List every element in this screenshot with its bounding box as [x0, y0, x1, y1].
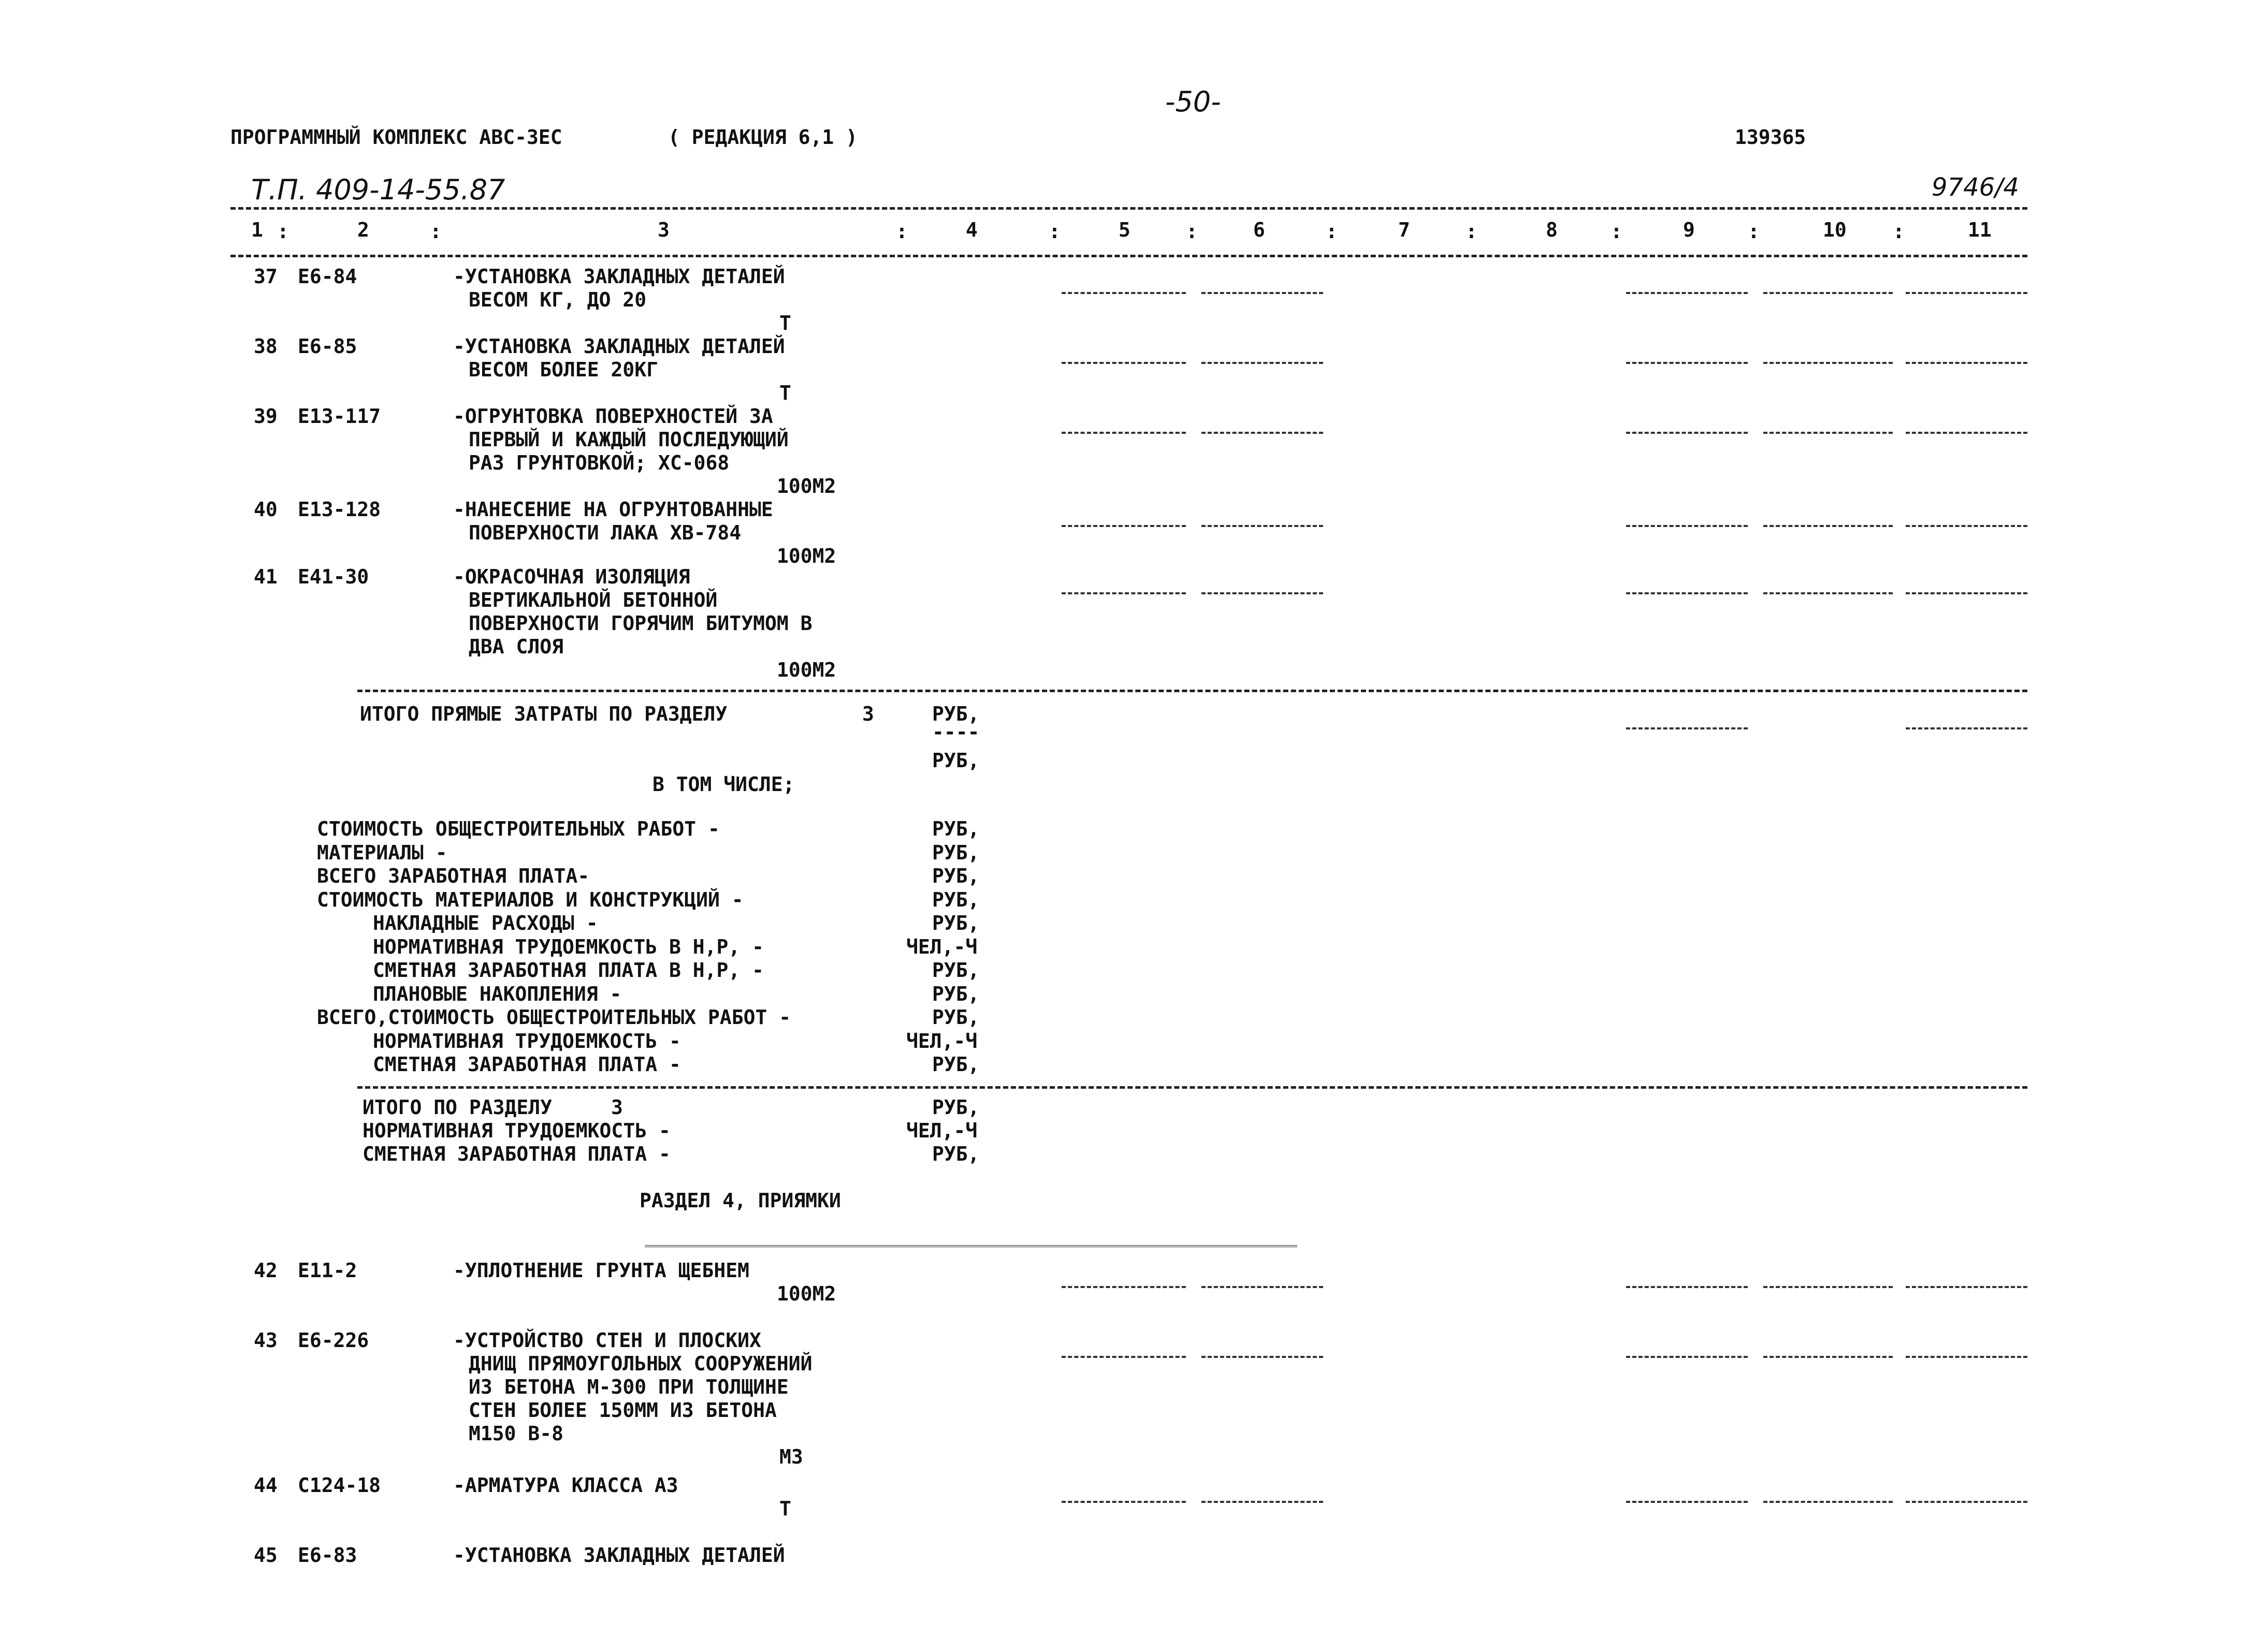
- cell-divider: [1763, 362, 1893, 364]
- row-code: Е11-2: [298, 1259, 357, 1282]
- section-rule: [357, 690, 2027, 692]
- column-header-11: 11: [1968, 218, 1992, 241]
- column-separator: :: [1049, 220, 1061, 243]
- cell-divider: [1763, 292, 1893, 294]
- row-number: 43: [254, 1329, 278, 1352]
- breakdown-label: СМЕТНАЯ ЗАРАБОТНАЯ ПЛАТА -: [373, 1053, 681, 1076]
- row-description: СТЕН БОЛЕЕ 150ММ ИЗ БЕТОНА: [469, 1399, 777, 1422]
- breakdown-unit: ЧЕЛ,-Ч: [906, 1029, 978, 1052]
- row-description: ДНИЩ ПРЯМОУГОЛЬНЫХ СООРУЖЕНИЙ: [469, 1352, 813, 1375]
- cell-divider: [1906, 362, 2027, 364]
- project-number: Т.П. 409-14-55.87: [251, 173, 505, 206]
- column-header-7: 7: [1398, 218, 1410, 241]
- cell-divider: [1201, 432, 1323, 434]
- cell-divider: [1763, 1286, 1893, 1288]
- row-description: РАЗ ГРУНТОВКОЙ; ХС-068: [469, 451, 730, 474]
- breakdown-unit: РУБ,: [932, 888, 980, 911]
- section-total-label: СМЕТНАЯ ЗАРАБОТНАЯ ПЛАТА -: [362, 1143, 671, 1165]
- total-unit-2: РУБ,: [932, 749, 980, 772]
- breakdown-unit: РУБ,: [932, 959, 980, 982]
- row-description: М150 В-8: [469, 1422, 564, 1445]
- row-number: 38: [254, 335, 278, 358]
- cell-divider: [1626, 432, 1748, 434]
- column-separator: :: [896, 220, 908, 243]
- section-total-label: ИТОГО ПО РАЗДЕЛУ: [362, 1096, 553, 1119]
- cell-divider: [1626, 525, 1748, 527]
- row-code: Е6-85: [298, 335, 357, 358]
- breakdown-label: СТОИМОСТЬ ОБЩЕСТРОИТЕЛЬНЫХ РАБОТ -: [317, 817, 720, 840]
- row-code: Е6-226: [298, 1329, 369, 1352]
- column-header-3: 3: [658, 218, 670, 241]
- cell-divider: [1201, 362, 1323, 364]
- row-code: Е41-30: [298, 565, 369, 588]
- header-rule-bottom: [230, 255, 2027, 257]
- section-total-number: 3: [611, 1096, 623, 1119]
- cell-divider: [1062, 362, 1186, 364]
- breakdown-label: ПЛАНОВЫЕ НАКОПЛЕНИЯ -: [373, 982, 622, 1005]
- row-unit: Т: [779, 312, 791, 334]
- cell-divider: [1201, 1286, 1323, 1288]
- row-description: -ОКРАСОЧНАЯ ИЗОЛЯЦИЯ: [453, 565, 690, 588]
- column-separator: :: [1748, 220, 1760, 243]
- edition-label: ( РЕДАКЦИЯ 6,1 ): [668, 126, 858, 149]
- total-label: ИТОГО ПРЯМЫЕ ЗАТРАТЫ ПО РАЗДЕЛУ: [360, 703, 728, 725]
- section-total-label: НОРМАТИВНАЯ ТРУДОЕМКОСТЬ -: [362, 1119, 671, 1142]
- cell-divider: [1906, 1286, 2027, 1288]
- row-unit: 100М2: [777, 659, 836, 681]
- row-description: ВЕСОМ КГ, ДО 20: [469, 288, 647, 311]
- column-separator: :: [1466, 220, 1477, 243]
- row-description: -УПЛОТНЕНИЕ ГРУНТА ЩЕБНЕМ: [453, 1259, 749, 1282]
- total-section-number: 3: [862, 703, 874, 725]
- total-unit: РУБ,: [932, 703, 980, 725]
- row-description: ИЗ БЕТОНА М-300 ПРИ ТОЛЩИНЕ: [469, 1376, 789, 1398]
- cell-divider: [1201, 592, 1323, 594]
- breakdown-label: СМЕТНАЯ ЗАРАБОТНАЯ ПЛАТА В Н,Р, -: [373, 959, 764, 982]
- row-description: -АРМАТУРА КЛАССА А3: [453, 1474, 678, 1497]
- cell-divider: [1906, 592, 2027, 594]
- column-separator: :: [430, 220, 442, 243]
- column-header-10: 10: [1823, 218, 1847, 241]
- column-header-5: 5: [1119, 218, 1130, 241]
- row-description: -УСТАНОВКА ЗАКЛАДНЫХ ДЕТАЛЕЙ: [453, 1544, 785, 1567]
- column-header-6: 6: [1253, 218, 1265, 241]
- cell-divider: [1201, 1356, 1323, 1358]
- cell-divider: [1062, 1286, 1186, 1288]
- breakdown-label: ВСЕГО ЗАРАБОТНАЯ ПЛАТА-: [317, 865, 590, 887]
- breakdown-label: СТОИМОСТЬ МАТЕРИАЛОВ И КОНСТРУКЦИЙ -: [317, 888, 744, 911]
- row-description: -НАНЕСЕНИЕ НА ОГРУНТОВАННЫЕ: [453, 498, 773, 521]
- breakdown-label: МАТЕРИАЛЫ -: [317, 841, 447, 864]
- row-number: 39: [254, 405, 278, 428]
- row-code: Е13-128: [298, 498, 381, 521]
- row-number: 40: [254, 498, 278, 521]
- breakdown-label: НОРМАТИВНАЯ ТРУДОЕМКОСТЬ В Н,Р, -: [373, 935, 764, 958]
- program-title: ПРОГРАММНЫЙ КОМПЛЕКС АВС-3ЕС: [230, 126, 562, 149]
- cell-divider: [1906, 525, 2027, 527]
- breakdown-unit: РУБ,: [932, 1006, 980, 1029]
- breakdown-label: ВСЕГО,СТОИМОСТЬ ОБЩЕСТРОИТЕЛЬНЫХ РАБОТ -: [317, 1006, 791, 1029]
- row-code: С124-18: [298, 1474, 381, 1497]
- column-header-4: 4: [966, 218, 978, 241]
- breakdown-unit: РУБ,: [932, 865, 980, 887]
- column-separator: :: [1186, 220, 1198, 243]
- cell-divider: [1906, 1356, 2027, 1358]
- row-unit: 100М2: [777, 545, 836, 567]
- row-description: -ОГРУНТОВКА ПОВЕРХНОСТЕЙ ЗА: [453, 405, 773, 428]
- row-code: Е6-84: [298, 265, 357, 288]
- column-header-2: 2: [357, 218, 369, 241]
- cell-divider: [1201, 292, 1323, 294]
- breakdown-unit: РУБ,: [932, 841, 980, 864]
- cell-divider: [1062, 525, 1186, 527]
- row-description: ДВА СЛОЯ: [469, 635, 564, 658]
- row-number: 44: [254, 1474, 278, 1497]
- column-header-8: 8: [1546, 218, 1558, 241]
- column-separator: :: [1326, 220, 1338, 243]
- header-rule-top: [230, 207, 2027, 210]
- document-code: 139365: [1735, 126, 1806, 149]
- cell-divider: [1062, 432, 1186, 434]
- breakdown-unit: ЧЕЛ,-Ч: [906, 935, 978, 958]
- cell-divider: [1763, 432, 1893, 434]
- cell-divider: [1201, 1501, 1323, 1503]
- row-code: Е6-83: [298, 1544, 357, 1567]
- cell-divider: [1062, 1501, 1186, 1503]
- row-number: 41: [254, 565, 278, 588]
- column-separator: :: [277, 220, 289, 243]
- sheet-number: 9746/4: [1932, 173, 2019, 202]
- cell-divider: [1906, 1501, 2027, 1503]
- cell-divider: [1763, 592, 1893, 594]
- row-unit: 100М2: [777, 475, 836, 498]
- breakdown-unit: РУБ,: [932, 982, 980, 1005]
- row-description: ПОВЕРХНОСТИ ЛАКА ХВ-784: [469, 521, 742, 544]
- section-total-rule: [357, 1086, 2027, 1089]
- row-unit: Т: [779, 382, 791, 404]
- row-description: ПЕРВЫЙ И КАЖДЫЙ ПОСЛЕДУЮЩИЙ: [469, 428, 789, 451]
- row-description: -УСТАНОВКА ЗАКЛАДНЫХ ДЕТАЛЕЙ: [453, 335, 785, 358]
- cell-divider: [1062, 1356, 1186, 1358]
- row-unit: 100М2: [777, 1282, 836, 1305]
- cell-divider: [1626, 292, 1748, 294]
- cell-divider: [1626, 1286, 1748, 1288]
- row-description: ПОВЕРХНОСТИ ГОРЯЧИМ БИТУМОМ В: [469, 612, 813, 635]
- row-unit: М3: [779, 1445, 803, 1468]
- row-description: ВЕРТИКАЛЬНОЙ БЕТОННОЙ: [469, 589, 718, 611]
- breakdown-label: НОРМАТИВНАЯ ТРУДОЕМКОСТЬ -: [373, 1029, 681, 1052]
- column-separator: :: [1893, 220, 1905, 243]
- row-description: ВЕСОМ БОЛЕЕ 20КГ: [469, 358, 659, 381]
- breakdown-unit: РУБ,: [932, 912, 980, 934]
- row-code: Е13-117: [298, 405, 381, 428]
- cell-divider: [1906, 432, 2027, 434]
- cell-divider: [1201, 525, 1323, 527]
- row-description: -УСТАНОВКА ЗАКЛАДНЫХ ДЕТАЛЕЙ: [453, 265, 785, 288]
- section-double-rule: [645, 1245, 1297, 1247]
- column-header-9: 9: [1683, 218, 1695, 241]
- cell-divider: [1906, 292, 2027, 294]
- row-number: 37: [254, 265, 278, 288]
- cell-divider: [1763, 1501, 1893, 1503]
- cell-divider: [1763, 525, 1893, 527]
- breakdown-unit: РУБ,: [932, 1053, 980, 1076]
- cell-divider: [1626, 592, 1748, 594]
- breakdown-unit: РУБ,: [932, 817, 980, 840]
- cell-divider: [1763, 1356, 1893, 1358]
- section-title: РАЗДЕЛ 4, ПРИЯМКИ: [640, 1189, 841, 1212]
- v-tom-chisle-label: В ТОМ ЧИСЛЕ;: [652, 773, 795, 796]
- cell-divider: [1626, 362, 1748, 364]
- cell-divider: [1906, 727, 2027, 729]
- section-total-unit: ЧЕЛ,-Ч: [906, 1119, 978, 1142]
- row-unit: Т: [779, 1497, 791, 1520]
- cell-divider: [1062, 292, 1186, 294]
- cell-divider: [1626, 1356, 1748, 1358]
- breakdown-label: НАКЛАДНЫЕ РАСХОДЫ -: [373, 912, 598, 934]
- page-number: -50-: [1165, 85, 1221, 118]
- cell-divider: [1626, 1501, 1748, 1503]
- column-header-1: 1: [251, 218, 263, 241]
- section-total-unit: РУБ,: [932, 1096, 980, 1119]
- total-dashes: ----: [932, 721, 980, 743]
- cell-divider: [1626, 727, 1748, 729]
- row-number: 45: [254, 1544, 278, 1567]
- column-separator: :: [1611, 220, 1622, 243]
- cell-divider: [1062, 592, 1186, 594]
- row-number: 42: [254, 1259, 278, 1282]
- row-description: -УСТРОЙСТВО СТЕН И ПЛОСКИХ: [453, 1329, 761, 1352]
- section-total-unit: РУБ,: [932, 1143, 980, 1165]
